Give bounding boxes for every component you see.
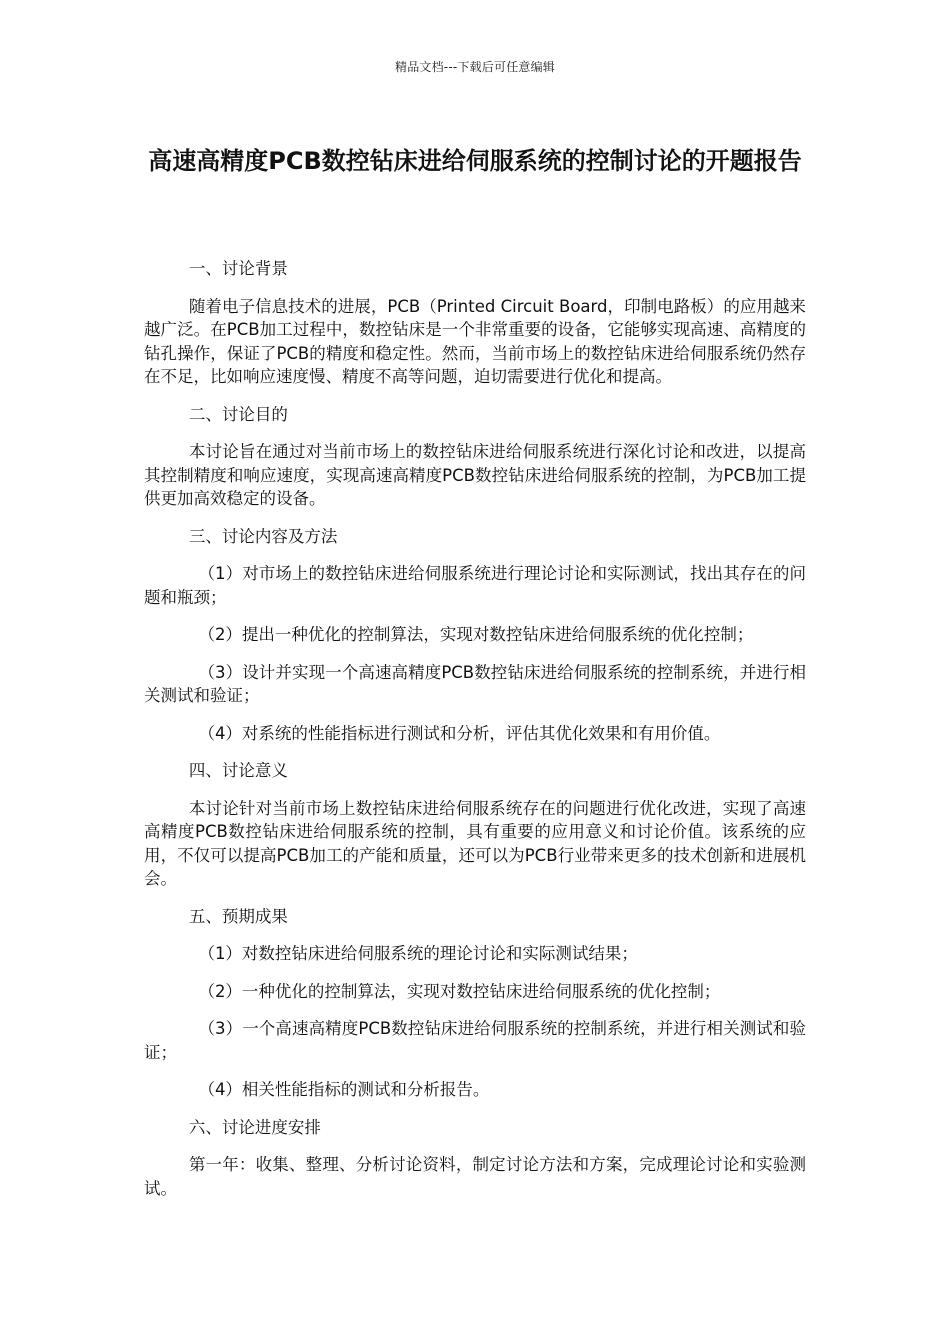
list-item-content-3: （3）设计并实现一个高速高精度PCB数控钻床进给伺服系统的控制系统，并进行相关测试和验证；: [144, 662, 806, 705]
section-heading-content: 三、讨论内容及方法: [188, 526, 338, 546]
section-heading-purpose: 二、讨论目的: [188, 404, 288, 424]
paragraph-schedule: 第一年：收集、整理、分析讨论资料，制定讨论方法和方案，完成理论讨论和实验测试。: [144, 1155, 806, 1198]
list-item-content-1: （1）对市场上的数控钻床进给伺服系统进行理论讨论和实际测试，找出其存在的问题和瓶颈；: [144, 564, 806, 607]
list-item-content-4: （4）对系统的性能指标进行测试和分析，评估其优化效果和有用价值。: [198, 723, 721, 743]
list-item-results-2: （2）一种优化的控制算法，实现对数控钻床进给伺服系统的优化控制；: [198, 981, 721, 1001]
section-heading-background: 一、讨论背景: [188, 259, 288, 278]
list-item-results-4: （4）相关性能指标的测试和分析报告。: [198, 1080, 490, 1099]
section-heading-significance: 四、讨论意义: [188, 761, 288, 780]
section-heading-results: 五、预期成果: [188, 906, 288, 926]
list-item-content-2: （2）提出一种优化的控制算法，实现对数控钻床进给伺服系统的优化控制；: [198, 625, 754, 644]
section-heading-schedule: 六、讨论进度安排: [188, 1117, 321, 1137]
paragraph-significance: 本讨论针对当前市场上数控钻床进给伺服系统存在的问题进行优化改进，实现了高速高精度PCB数控钻床进给伺服系统的控制，具有重要的应用意义和讨论价值。该系统的应用，不仅可以提高PCB加工的产能和质量，还可以为PCB行业带来更多的技术创新和进展机会。: [144, 798, 806, 888]
page-header-note: 精品文档---下载后可任意编辑: [395, 60, 555, 74]
document-title: 高速高精度PCB数控钻床进给伺服系统的控制讨论的开题报告: [148, 147, 802, 175]
list-item-results-1: （1）对数控钻床进给伺服系统的理论讨论和实际测试结果；: [198, 944, 638, 963]
paragraph-background: 随着电子信息技术的进展，PCB（Printed Circuit Board，印制电路板）的应用越来越广泛。在PCB加工过程中，数控钻床是一个非常重要的设备，它能够实现高速、高精度的钻孔操作，保证了PCB的精度和稳定性。然而，当前市场上的数控钻床进给伺服系统仍然存在不足，比如响应速度慢、精度不高等问题，迫切需要进行优化和提高。: [144, 296, 806, 386]
list-item-results-3: （3）一个高速高精度PCB数控钻床进给伺服系统的控制系统，并进行相关测试和验证；: [144, 1019, 806, 1062]
document-body: [144, 257, 806, 1214]
paragraph-purpose: 本讨论旨在通过对当前市场上的数控钻床进给伺服系统进行深化讨论和改进，以提高其控制精度和响应速度，实现高速高精度PCB数控钻床进给伺服系统的控制，为PCB加工提供更加高效稳定的设备。: [144, 442, 806, 508]
